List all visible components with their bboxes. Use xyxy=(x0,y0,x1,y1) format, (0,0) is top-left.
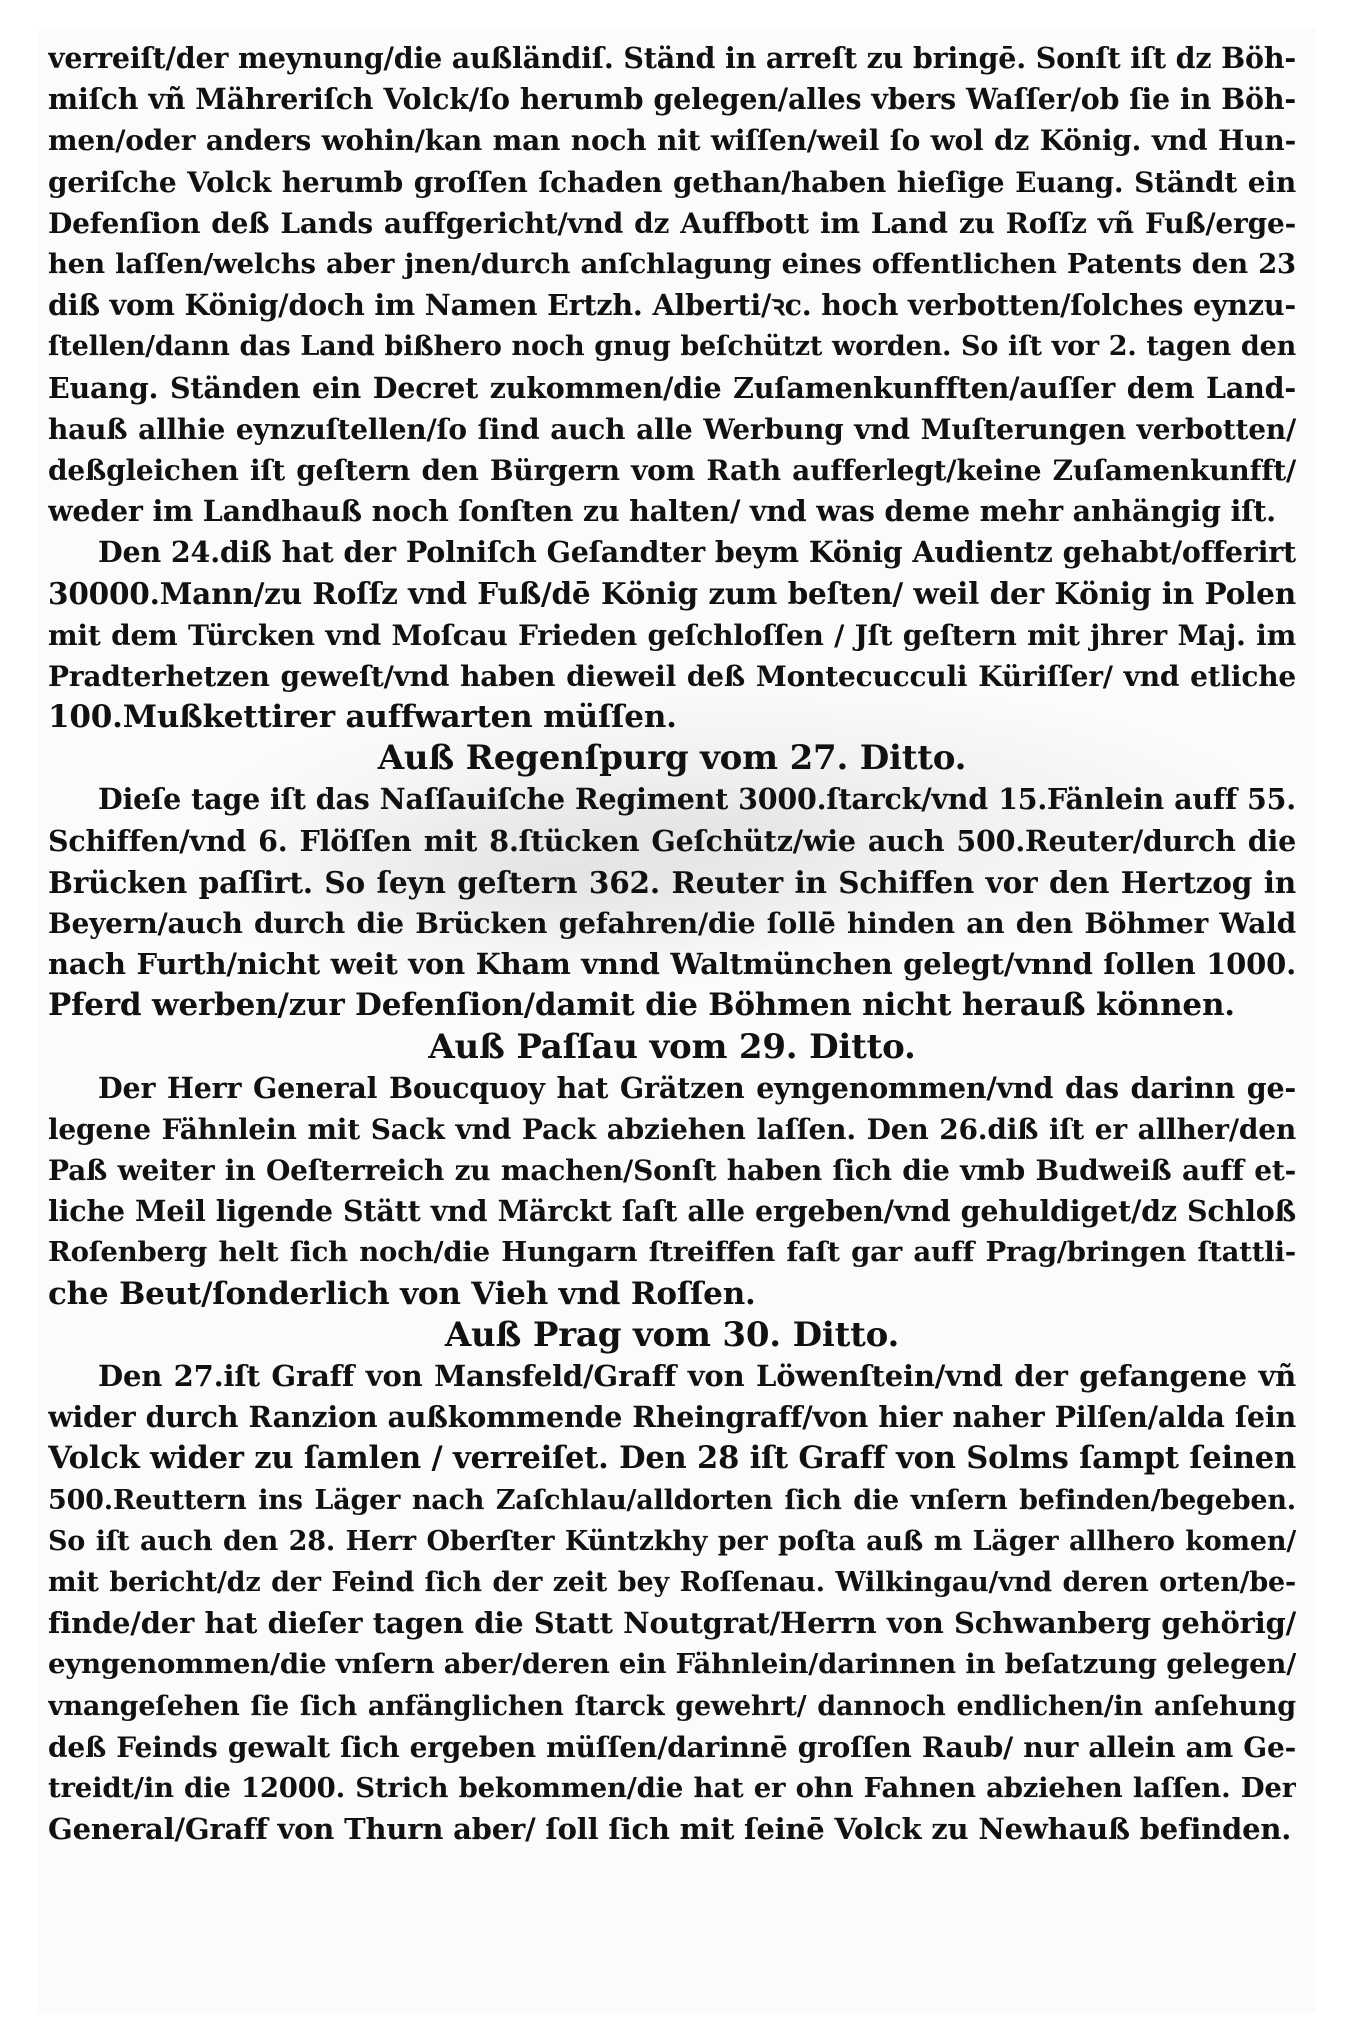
text-line: nach Furth/nicht weit von Kham vnnd Waltmünchen gelegt/vnnd ſollen 1000. xyxy=(48,947,1296,982)
text-line: Roſenberg helt ſich noch/die Hungarn ſtreiffen faſt gar auff Prag/bringen ſtattli- xyxy=(48,1236,1296,1269)
text-line: Den 24.diß hat der Polniſch Geſandter beym König Audientz gehabt/offerirt xyxy=(98,535,1296,570)
text-line: deßgleichen iſt geſtern den Bürgern vom Rath aufferlegt/keine Zuſamenkunfft/ xyxy=(48,453,1296,487)
text-line: miſch vñ Mähreriſch Volck/ſo herumb gelegen/alles vbers Waſſer/ob ſie in Böh- xyxy=(48,82,1296,117)
text-line: Euang. Ständen ein Decret zukommen/die Zuſamenkunfften/auſſer dem Land- xyxy=(48,370,1296,405)
text-line: hen laſſen/welchs aber jnen/durch anſchlagung eines offentlichen Patents den 23 xyxy=(48,247,1296,280)
paragraph xyxy=(48,532,1296,738)
text-line: Brücken paſſirt. So ſeyn geſtern 362. Reuter in Schiffen vor den Hertzog in xyxy=(48,864,1296,900)
text-line: Dieſe tage iſt das Naſſauiſche Regiment 3000.ſtarck/vnd 15.Fänlein auff 55. xyxy=(98,782,1296,817)
text-line: vnangeſehen ſie ſich anfänglichen ſtarck gewehrt/ dannoch endlichen/in anſehung xyxy=(48,1690,1296,1722)
text-line: diß vom König/doch im Namen Ertzh. Alberti/ꝛc. hoch verbotten/ſolches eynzu- xyxy=(48,288,1296,323)
text-line: legene Fähnlein mit Sack vnd Pack abziehen laſſen. Den 26.diß iſt er allher/den xyxy=(48,1112,1296,1146)
text-line: General/Graff von Thurn aber/ ſoll ſich mit ſeinē Volck zu Newhauß befinden. xyxy=(48,1812,1292,1847)
text-line: 30000.Mann/zu Roſſz vnd Fuß/dē König zum beſten/ weil der König in Polen xyxy=(48,576,1296,612)
text-line: hauß allhie eynzuſtellen/ſo ſind auch alle Werbung vnd Muſterungen verbotten/ xyxy=(48,412,1296,446)
paragraph xyxy=(48,1068,1296,1315)
text-line: men/oder anders wohin/kan man noch nit wiſſen/weil ſo wol dz König. vnd Hun- xyxy=(48,124,1296,158)
text-line: mit bericht/dz der Feind ſich der zeit bey Roſſenau. Wilkingau/vnd deren orten/be- xyxy=(48,1566,1296,1598)
text-line: che Beut/ſonderlich von Vieh vnd Roſſen. xyxy=(48,1275,756,1312)
text-line: Schiffen/vnd 6. Flöſſen mit 8.ſtücken Geſchütz/wie auch 500.Reuter/durch die xyxy=(48,823,1296,858)
text-line: Defenſion deß Lands auffgericht/vnd dz Auffbott im Land zu Roſſz vñ Fuß/erge- xyxy=(48,206,1296,240)
section-heading: Auß Prag vom 30. Ditto. xyxy=(444,1314,900,1355)
text-line: ſtellen/dann das Land bißhero noch gnug beſchützt worden. So iſt vor 2. tagen den xyxy=(48,331,1296,363)
paragraph xyxy=(48,779,1296,1026)
text-line: Den 27.iſt Graff von Mansfeld/Graff von Löwenſtein/vnd der gefangene vñ xyxy=(98,1359,1296,1393)
section-heading: Auß Paſſau vom 29. Ditto. xyxy=(428,1026,916,1067)
text-line: Beyern/auch durch die Brücken gefahren/die ſollē hinden an den Böhmer Wald xyxy=(48,906,1296,940)
text-line: So iſt auch den 28. Herr Oberſter Küntzkhy per poſta auß m Läger allhero komen/ xyxy=(48,1525,1296,1557)
text-line: verreiſt/der meynung/die außländiſ. Ständ in arreſt zu bringē. Sonſt iſt dz Böh- xyxy=(48,41,1296,75)
text-line: 100.Mußkettirer auffwarten müſſen. xyxy=(48,699,677,735)
scanned-page xyxy=(38,28,1316,2013)
text-line: Paß weiter in Oeſterreich zu machen/Sonſt haben ſich die vmb Budweiß auff et- xyxy=(48,1154,1296,1188)
text-line: wider durch Ranzion außkommende Rheingraff/von hier naher Pilſen/alda ſein xyxy=(48,1400,1296,1435)
paragraph xyxy=(48,1356,1296,1850)
section-heading: Auß Regenſpurg vom 27. Ditto. xyxy=(377,738,967,779)
text-line: 500.Reuttern ins Läger nach Zaſchlau/alldorten ſich die vnſern befinden/begeben. xyxy=(48,1484,1296,1516)
text-line: finde/der hat dieſer tagen die Statt Noutgrat/Herrn von Schwanberg gehörig/ xyxy=(48,1606,1296,1641)
text-line: eyngenommen/die vnſern aber/deren ein Fähnlein/darinnen in beſatzung gelegen/ xyxy=(48,1648,1296,1681)
text-line: geriſche Volck herumb groſſen ſchaden gethan/haben hieſige Euang. Ständt ein xyxy=(48,165,1296,199)
paragraph xyxy=(48,38,1296,532)
text-line: Pradterhetzen geweſt/vnd haben dieweil deß Montecucculi Küriſſer/ vnd etliche xyxy=(48,659,1296,693)
text-line: treidt/in die 12000. Strich bekommen/die hat er ohn Fahnen abziehen laſſen. Der xyxy=(48,1771,1296,1804)
text-line: liche Meil ligende Stätt vnd Märckt ſaſt alle ergeben/vnd gehuldiget/dz Schloß xyxy=(48,1194,1296,1229)
text-line: Der Herr General Boucquoy hat Grätzen eyngenommen/vnd das darinn ge- xyxy=(98,1070,1296,1105)
page-text xyxy=(48,38,1296,1850)
text-line: weder im Landhauß noch ſonſten zu halten/ vnd was deme mehr anhängig iſt. xyxy=(48,494,1276,529)
text-line: Pferd werben/zur Defenſion/damit die Böhmen nicht herauß können. xyxy=(48,987,1235,1024)
text-line: Volck wider zu ſamlen / verreiſet. Den 28 iſt Graff von Solms ſampt ſeinen xyxy=(48,1440,1296,1477)
text-line: deß Feinds gewalt ſich ergeben müſſen/darinnē groſſen Raub/ nur allein am Ge- xyxy=(48,1730,1296,1764)
text-line: mit dem Türcken vnd Moſcau Frieden geſchloſſen / Jſt geſtern mit jhrer Maj. im xyxy=(48,618,1296,652)
